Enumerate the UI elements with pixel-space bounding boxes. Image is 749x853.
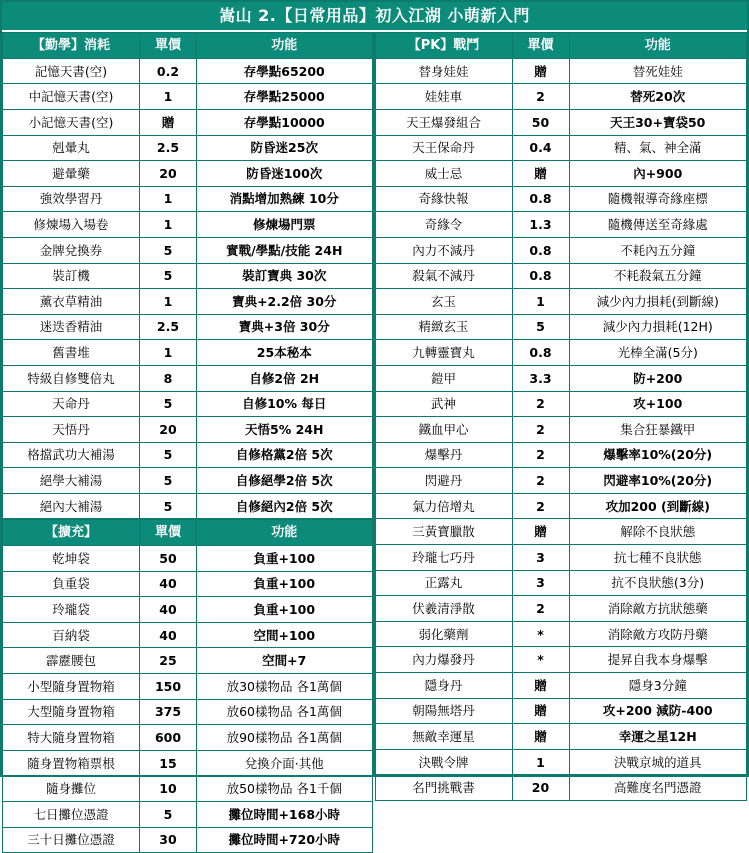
item-price: 1: [512, 749, 569, 775]
item-name: 大型隨身置物箱: [3, 699, 140, 725]
item-price: 40: [140, 597, 197, 623]
item-function: 負重+100: [197, 597, 373, 623]
table-row: [3, 109, 373, 135]
table-row: [3, 289, 373, 315]
table-row: [3, 597, 373, 623]
table-row: [3, 365, 373, 391]
table-row: [375, 698, 747, 724]
item-price: 1: [140, 84, 197, 110]
item-function: 內+900: [569, 161, 747, 187]
item-function: 抗七種不良狀態: [569, 545, 747, 571]
item-name: 絕內大補湯: [3, 493, 140, 519]
table-row: [375, 84, 747, 110]
table-row: [375, 647, 747, 673]
item-name: 隨身攤位: [3, 776, 140, 802]
table-row: [3, 263, 373, 289]
item-name: 替身娃娃: [375, 58, 512, 84]
item-price: 3: [512, 545, 569, 571]
item-price: 0.8: [512, 340, 569, 366]
table-row: [3, 417, 373, 443]
item-price: 2: [512, 493, 569, 519]
item-price: 1: [140, 340, 197, 366]
item-function: 存學點65200: [197, 58, 373, 84]
item-function: 高難度名門憑證: [569, 775, 747, 801]
item-price: 2.5: [140, 135, 197, 161]
table-row: [3, 520, 373, 546]
item-price: 5: [140, 263, 197, 289]
table-row: [375, 749, 747, 775]
table-row: [3, 391, 373, 417]
item-function: 精、氣、神全滿: [569, 135, 747, 161]
item-price: 30: [140, 827, 197, 853]
item-function: 防昏迷100次: [197, 161, 373, 187]
item-name: 中記憶天書(空): [3, 84, 140, 110]
item-function: 集合狂暴鐵甲: [569, 417, 747, 443]
item-function: 攻+100: [569, 391, 747, 417]
item-price: 5: [140, 802, 197, 828]
item-name: 名門挑戰書: [375, 775, 512, 801]
item-price: 150: [140, 674, 197, 700]
column-header-name: 【PK】戰鬥: [375, 33, 512, 59]
item-price: 0.8: [512, 263, 569, 289]
table-row: [3, 776, 373, 802]
item-name: 弱化藥劑: [375, 621, 512, 647]
table-row: [3, 33, 373, 59]
item-function: 替死20次: [569, 84, 747, 110]
table-row: [375, 135, 747, 161]
item-function: 替死娃娃: [569, 58, 747, 84]
item-function: 決戰京城的道具: [569, 749, 747, 775]
table-row: [375, 212, 747, 238]
item-name: 記憶天書(空): [3, 58, 140, 84]
table-pk: [375, 32, 748, 801]
item-name: 武神: [375, 391, 512, 417]
item-price: 2: [512, 84, 569, 110]
item-function: 爆擊率10%(20分): [569, 442, 747, 468]
item-function: 放50樣物品 各1千個: [197, 776, 373, 802]
table-row: [375, 570, 747, 596]
left-column: [2, 32, 375, 848]
item-function: 裝訂寶典 30次: [197, 263, 373, 289]
item-function: 25本秘本: [197, 340, 373, 366]
table-row: [3, 340, 373, 366]
item-function: 攤位時間+168小時: [197, 802, 373, 828]
item-price: 2: [512, 468, 569, 494]
item-name: 避暈藥: [3, 161, 140, 187]
item-function: 自修10% 每日: [197, 391, 373, 417]
item-name: 娃娃車: [375, 84, 512, 110]
item-function: 隨機報導奇緣座標: [569, 186, 747, 212]
item-price: 375: [140, 699, 197, 725]
item-name: 天王爆發組合: [375, 109, 512, 135]
item-name: 玲瓏七巧丹: [375, 545, 512, 571]
item-price: 3: [512, 570, 569, 596]
item-function: 不耗殺氣五分鐘: [569, 263, 747, 289]
table-qinxue: [2, 32, 373, 519]
item-function: 放30樣物品 各1萬個: [197, 674, 373, 700]
item-price: *: [512, 621, 569, 647]
item-function: 隨機傳送至奇緣處: [569, 212, 747, 238]
item-function: 空間+7: [197, 648, 373, 674]
item-function: 自修絕學2倍 5次: [197, 468, 373, 494]
item-price: 贈: [140, 109, 197, 135]
table-row: [3, 186, 373, 212]
table-row: [3, 314, 373, 340]
item-name: 裝訂機: [3, 263, 140, 289]
item-name: 內力爆發丹: [375, 647, 512, 673]
item-name: 伏羲清淨散: [375, 596, 512, 622]
table-row: [3, 493, 373, 519]
item-function: 天王30+寶袋50: [569, 109, 747, 135]
item-function: 光棒全滿(5分): [569, 340, 747, 366]
item-name: 無敵幸運星: [375, 724, 512, 750]
table-row: [3, 827, 373, 853]
item-name: 百納袋: [3, 622, 140, 648]
table-row: [3, 161, 373, 187]
item-price: 1: [140, 289, 197, 315]
item-name: 隨身置物箱票根: [3, 750, 140, 776]
table-row: [3, 237, 373, 263]
item-price: 贈: [512, 58, 569, 84]
item-function: 幸運之星12H: [569, 724, 747, 750]
item-name: 三十日攤位憑證: [3, 827, 140, 853]
column-header-function: 功能: [197, 33, 373, 59]
item-name: 特級自修雙倍丸: [3, 365, 140, 391]
item-price: 2: [512, 391, 569, 417]
item-function: 消除敵方攻防丹藥: [569, 621, 747, 647]
item-price: 600: [140, 725, 197, 751]
item-function: 提昇自我本身爆擊: [569, 647, 747, 673]
item-name: 特大隨身置物箱: [3, 725, 140, 751]
item-name: 七日攤位憑證: [3, 802, 140, 828]
item-name: 內力不減丹: [375, 237, 512, 263]
table-row: [375, 365, 747, 391]
item-price: 贈: [512, 698, 569, 724]
item-price: 5: [140, 468, 197, 494]
item-function: 消除敵方抗狀態藥: [569, 596, 747, 622]
item-price: 5: [140, 237, 197, 263]
table-row: [3, 212, 373, 238]
table-row: [3, 725, 373, 751]
table-row: [375, 519, 747, 545]
item-price: 5: [140, 391, 197, 417]
item-price: 25: [140, 648, 197, 674]
item-function: 存學點25000: [197, 84, 373, 110]
item-function: 實戰/學點/技能 24H: [197, 237, 373, 263]
table-row: [3, 571, 373, 597]
table-row: [3, 750, 373, 776]
item-name: 隱身丹: [375, 673, 512, 699]
table-row: [3, 442, 373, 468]
item-price: 0.8: [512, 237, 569, 263]
item-name: 鎧甲: [375, 365, 512, 391]
item-name: 精緻玄玉: [375, 314, 512, 340]
item-name: 小記憶天書(空): [3, 109, 140, 135]
item-name: 天命丹: [3, 391, 140, 417]
table-kuochong: [2, 519, 373, 853]
item-function: 自修2倍 2H: [197, 365, 373, 391]
item-name: 玄玉: [375, 289, 512, 315]
item-price: 20: [140, 161, 197, 187]
table-row: [3, 546, 373, 572]
table-row: [375, 493, 747, 519]
item-price: 40: [140, 571, 197, 597]
right-column: [375, 32, 748, 796]
item-name: 天悟丹: [3, 417, 140, 443]
item-function: 減少內力損耗(到斷線): [569, 289, 747, 315]
item-function: 負重+100: [197, 546, 373, 572]
item-price: 15: [140, 750, 197, 776]
column-header-name: 【擴充】: [3, 520, 140, 546]
item-name: 舊書堆: [3, 340, 140, 366]
item-name: 氣力倍增丸: [375, 493, 512, 519]
item-price: 2: [512, 442, 569, 468]
item-function: 解除不良狀態: [569, 519, 747, 545]
table-row: [3, 648, 373, 674]
item-name: 威士忌: [375, 161, 512, 187]
item-price: 3.3: [512, 365, 569, 391]
item-function: 寶典+3倍 30分: [197, 314, 373, 340]
table-row: [3, 622, 373, 648]
column-header-price: 單價: [140, 520, 197, 546]
item-price: 1: [140, 212, 197, 238]
table-row: [375, 58, 747, 84]
item-function: 兌換介面·其他: [197, 750, 373, 776]
table-row: [375, 468, 747, 494]
item-function: 天悟5% 24H: [197, 417, 373, 443]
item-price: 贈: [512, 161, 569, 187]
item-function: 攻+200 減防-400: [569, 698, 747, 724]
item-price: 50: [140, 546, 197, 572]
item-name: 格擋武功大補湯: [3, 442, 140, 468]
item-function: 空間+100: [197, 622, 373, 648]
item-name: 殺氣不減丹: [375, 263, 512, 289]
item-name: 正露丸: [375, 570, 512, 596]
table-row: [375, 775, 747, 801]
table-row: [375, 621, 747, 647]
item-name: 迷迭香精油: [3, 314, 140, 340]
item-price: 5: [140, 442, 197, 468]
item-price: 0.2: [140, 58, 197, 84]
item-name: 三黃寶臘散: [375, 519, 512, 545]
item-price: 20: [140, 417, 197, 443]
item-price: 2.5: [140, 314, 197, 340]
item-function: 寶典+2.2倍 30分: [197, 289, 373, 315]
item-name: 絕學大補湯: [3, 468, 140, 494]
item-price: 1.3: [512, 212, 569, 238]
item-name: 奇緣令: [375, 212, 512, 238]
table-row: [375, 314, 747, 340]
item-function: 放60樣物品 各1萬個: [197, 699, 373, 725]
item-name: 玲瓏袋: [3, 597, 140, 623]
table-row: [3, 699, 373, 725]
item-name: 金牌兌換券: [3, 237, 140, 263]
table-row: [375, 263, 747, 289]
item-price: 8: [140, 365, 197, 391]
item-function: 閃避率10%(20分): [569, 468, 747, 494]
item-function: 防昏迷25次: [197, 135, 373, 161]
item-price: 0.8: [512, 186, 569, 212]
column-header-price: 單價: [512, 33, 569, 59]
table-row: [375, 109, 747, 135]
table-row: [375, 161, 747, 187]
column-header-function: 功能: [569, 33, 747, 59]
columns-container: [2, 32, 747, 848]
item-function: 減少內力損耗(12H): [569, 314, 747, 340]
item-function: 存學點10000: [197, 109, 373, 135]
item-price: 10: [140, 776, 197, 802]
table-row: [375, 417, 747, 443]
item-name: 鐵血甲心: [375, 417, 512, 443]
item-name: 天王保命丹: [375, 135, 512, 161]
item-function: 自修絕內2倍 5次: [197, 493, 373, 519]
table-row: [375, 33, 747, 59]
column-header-function: 功能: [197, 520, 373, 546]
item-function: 放90樣物品 各1萬個: [197, 725, 373, 751]
item-function: 抗不良狀態(3分): [569, 570, 747, 596]
table-row: [3, 802, 373, 828]
item-name: 剋暈丸: [3, 135, 140, 161]
item-name: 修煉場入場卷: [3, 212, 140, 238]
table-row: [375, 442, 747, 468]
item-function: 攻加200 (到斷線): [569, 493, 747, 519]
table-row: [3, 468, 373, 494]
table-row: [3, 84, 373, 110]
column-header-name: 【勤學】消耗: [3, 33, 140, 59]
item-price: 5: [512, 314, 569, 340]
table-row: [375, 340, 747, 366]
item-name: 奇緣快報: [375, 186, 512, 212]
item-function: 隱身3分鐘: [569, 673, 747, 699]
item-function: 負重+100: [197, 571, 373, 597]
table-row: [375, 237, 747, 263]
item-price: 2: [512, 596, 569, 622]
item-function: 不耗內五分鐘: [569, 237, 747, 263]
item-price: 40: [140, 622, 197, 648]
item-name: 閃避丹: [375, 468, 512, 494]
item-name: 霹靂腰包: [3, 648, 140, 674]
item-price: 2: [512, 417, 569, 443]
table-row: [375, 289, 747, 315]
item-name: 乾坤袋: [3, 546, 140, 572]
table-row: [375, 545, 747, 571]
item-function: 自修格黨2倍 5次: [197, 442, 373, 468]
item-price: 1: [512, 289, 569, 315]
table-row: [3, 135, 373, 161]
table-row: [375, 673, 747, 699]
item-function: 防+200: [569, 365, 747, 391]
item-price: 0.4: [512, 135, 569, 161]
item-price: 贈: [512, 673, 569, 699]
item-function: 修煉場門票: [197, 212, 373, 238]
item-name: 朝陽無塔丹: [375, 698, 512, 724]
item-price: 贈: [512, 724, 569, 750]
page-title: 嵩山 2.【日常用品】初入江湖 小萌新入門: [2, 2, 747, 32]
table-row: [375, 596, 747, 622]
item-function: 攤位時間+720小時: [197, 827, 373, 853]
item-name: 負重袋: [3, 571, 140, 597]
item-function: 消點增加熟練 10分: [197, 186, 373, 212]
item-price: 20: [512, 775, 569, 801]
item-name: 爆擊丹: [375, 442, 512, 468]
item-name: 薰衣草精油: [3, 289, 140, 315]
table-row: [3, 674, 373, 700]
item-price: *: [512, 647, 569, 673]
table-row: [375, 186, 747, 212]
table-row: [3, 58, 373, 84]
item-price: 1: [140, 186, 197, 212]
item-price: 50: [512, 109, 569, 135]
column-header-price: 單價: [140, 33, 197, 59]
item-price: 5: [140, 493, 197, 519]
item-name: 決戰令牌: [375, 749, 512, 775]
item-name: 強效學習丹: [3, 186, 140, 212]
item-price: 贈: [512, 519, 569, 545]
table-row: [375, 391, 747, 417]
item-name: 小型隨身置物箱: [3, 674, 140, 700]
table-row: [375, 724, 747, 750]
item-name: 九轉靈寶丸: [375, 340, 512, 366]
